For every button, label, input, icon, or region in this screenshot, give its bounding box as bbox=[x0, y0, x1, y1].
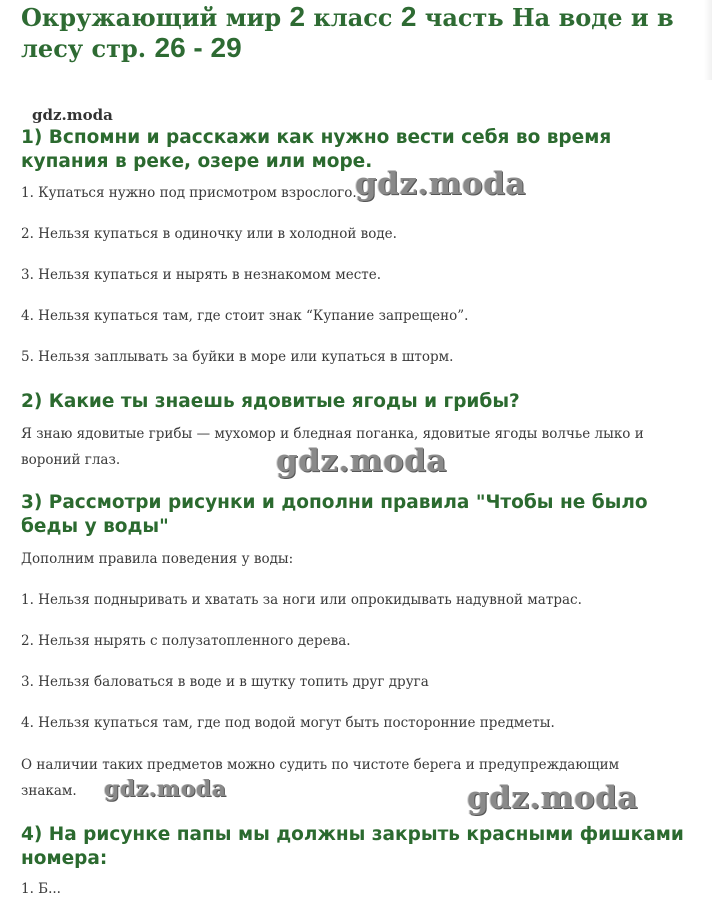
section-3-line-2: 2. Нельзя нырять с полузатопленного дерева. bbox=[21, 633, 351, 649]
section-1-line-1: 1. Купаться нужно под присмотром взрослого. bbox=[21, 185, 357, 201]
scroll-edge bbox=[704, 0, 712, 80]
section-4-heading: 4) На рисунке папы мы должны закрыть красными фишками номера: bbox=[21, 824, 684, 869]
section-1-heading: 1) Вспомни и расскажи как нужно вести себя во время купания в реке, озере или море. bbox=[21, 127, 612, 172]
section-3-line-1: 1. Нельзя подныривать и хватать за ноги или опрокидывать надувной матрас. bbox=[21, 592, 582, 608]
watermark-2: gdz.moda bbox=[276, 443, 447, 479]
title-part-number: 2 bbox=[400, 1, 417, 32]
page-title bbox=[21, 2, 701, 64]
section-3-line-3: 3. Нельзя баловаться в воде и в шутку топить друг друга bbox=[21, 674, 429, 690]
section-3-intro: Дополним правила поведения у воды: bbox=[21, 551, 294, 567]
title-grade: 2 bbox=[289, 1, 306, 32]
section-1-line-3: 3. Нельзя купаться и нырять в незнакомом месте. bbox=[21, 267, 382, 283]
section-1-line-5: 5. Нельзя заплывать за буйки в море или купаться в шторм. bbox=[21, 349, 454, 365]
title-text-3: часть На воде и в лесу стр. bbox=[21, 3, 674, 63]
section-2-text: Я знаю ядовитые грибы — мухомор и бледная поганка, ядовитые ягоды волчье лыко и вороний глаз. bbox=[21, 426, 644, 468]
section-3-heading: 3) Рассмотри рисунки и дополни правила "Чтобы не было беды у воды" bbox=[21, 492, 648, 537]
title-text-2: класс bbox=[305, 3, 401, 32]
watermark-3: gdz.moda bbox=[104, 776, 227, 802]
watermark-1: gdz.moda bbox=[355, 166, 526, 202]
section-2-heading: 2) Какие ты знаешь ядовитые ягоды и грибы? bbox=[21, 391, 520, 412]
section-1-line-2: 2. Нельзя купаться в одиночку или в холодной воде. bbox=[21, 226, 397, 242]
title-pages: 26 - 29 bbox=[154, 32, 242, 63]
section-4-line-1: 1. Б... bbox=[21, 881, 61, 897]
section-3-line-4: 4. Нельзя купаться там, где под водой могут быть посторонние предметы. bbox=[21, 715, 555, 731]
section-3-note: О наличии таких предметов можно судить по чистоте берега и предупреждающим знакам. bbox=[21, 757, 620, 799]
title-text-1: Окружающий мир bbox=[21, 3, 290, 32]
watermark-4: gdz.moda bbox=[467, 780, 638, 816]
watermark-small: gdz.moda bbox=[32, 106, 113, 124]
section-1-line-4: 4. Нельзя купаться там, где стоит знак “Купание запрещено”. bbox=[21, 308, 469, 324]
